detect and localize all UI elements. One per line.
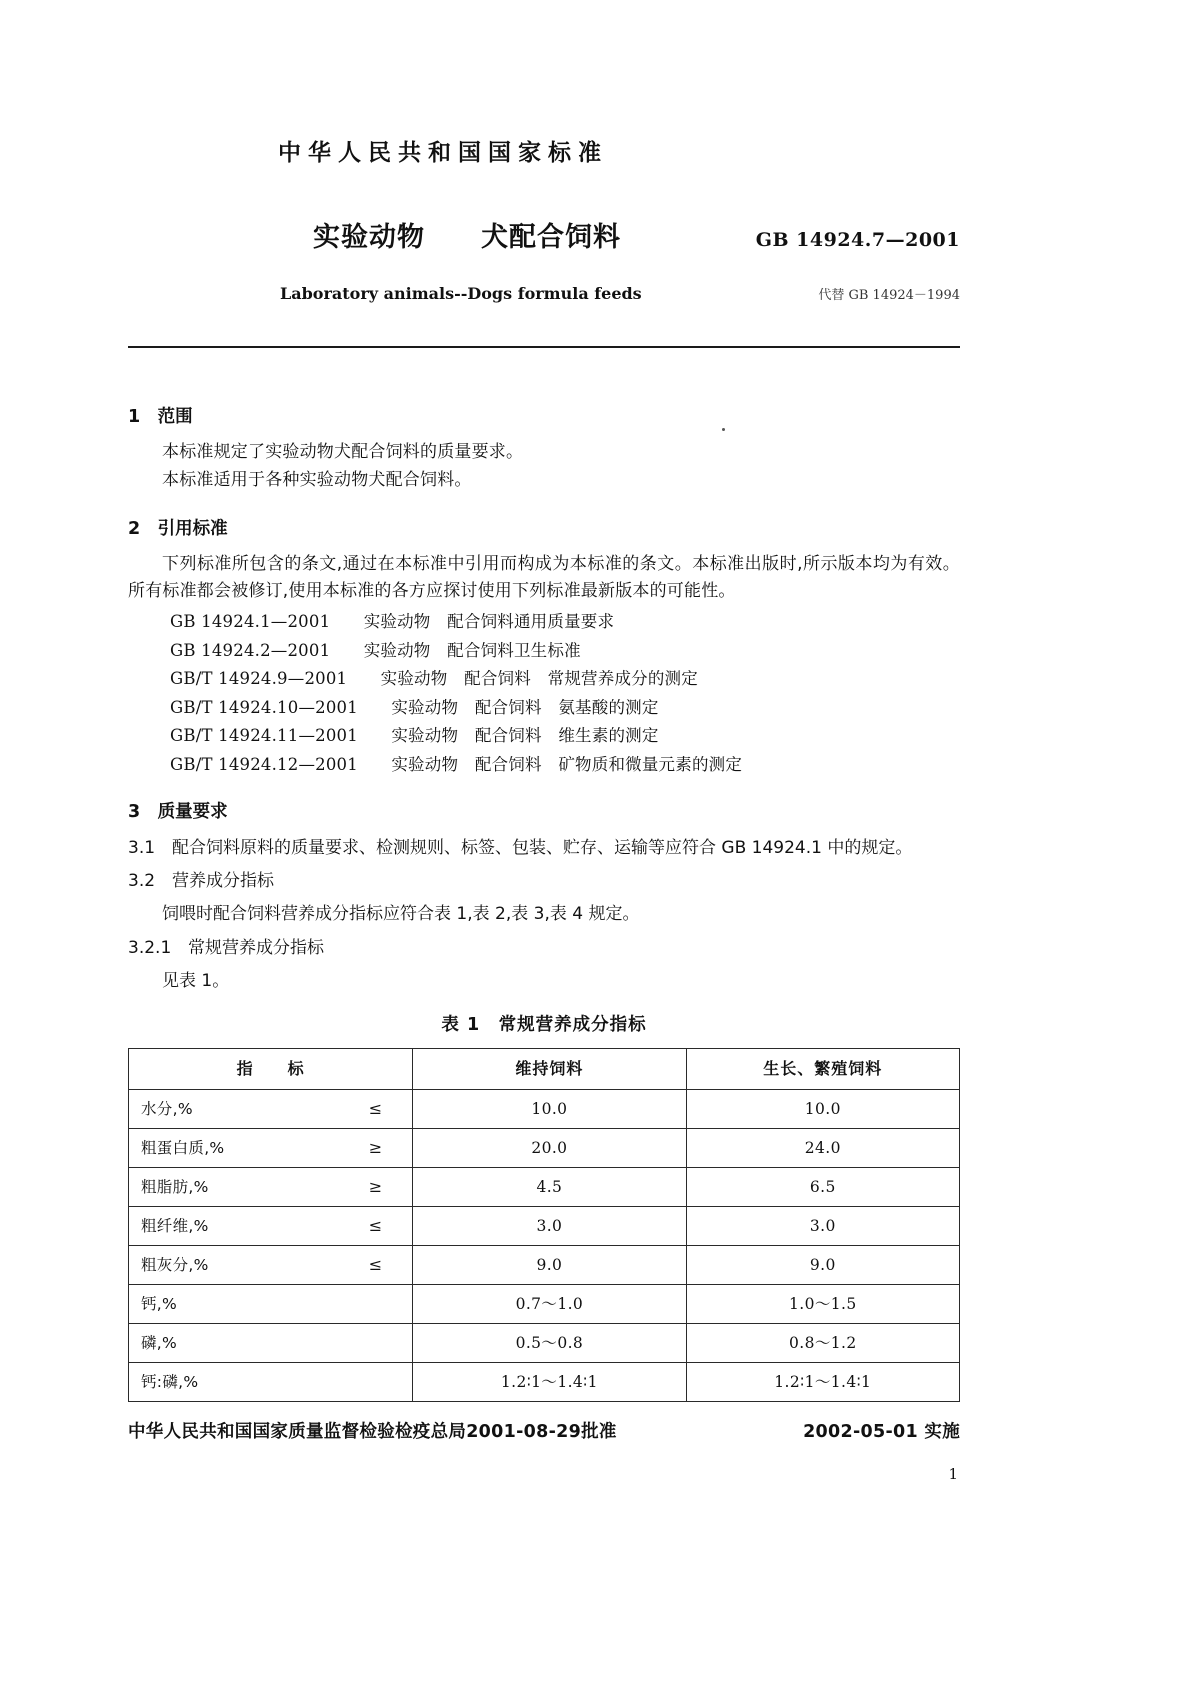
cell-indicator [129,1090,413,1129]
document-header [128,0,960,348]
header-divider [128,346,960,348]
clause-3-2-text: 营养成分指标 [172,870,274,891]
cell-indicator [129,1207,413,1246]
clause-3-1 [128,835,960,861]
cell-growth: 9.0 [686,1246,959,1285]
cell-indicator [129,1246,413,1285]
indicator-name: 粗纤维,% [141,1217,209,1236]
indicator-operator: ≤ [368,1215,383,1235]
table-row [129,1129,960,1168]
table-row [129,1363,960,1402]
clause-3-2-1-text: 常规营养成分指标 [188,937,324,958]
column-header-indicator: 指 标 [129,1049,413,1090]
document-body [128,404,960,1402]
reference-item [128,723,960,749]
cell-growth: 24.0 [686,1129,959,1168]
column-header-growth: 生长、繁殖饲料 [686,1049,959,1090]
english-subtitle: Laboratory animals--Dogs formula feeds [280,284,642,303]
cell-indicator [129,1168,413,1207]
section-1-paragraph-1: 本标准规定了实验动物犬配合饲料的质量要求。 [162,442,524,463]
cell-maintenance: 3.0 [413,1207,686,1246]
clause-3-2-1-paragraph: 见表 1。 [162,970,230,991]
indicator-name: 水分,% [141,1100,193,1119]
indicator-name: 粗灰分,% [141,1256,209,1275]
cell-indicator [129,1129,413,1168]
clause-3-2-number: 3.2 [128,870,156,891]
reference-title: 实验动物 配合饲料卫生标准 [363,640,581,660]
table-header-row [129,1049,960,1090]
indicator-operator: ≥ [368,1137,383,1157]
approval-statement: 中华人民共和国国家质量监督检验检疫总局2001-08-29批准 [128,1422,617,1442]
section-2-heading: 2 引用标准 [128,518,228,539]
cell-maintenance: 0.5～0.8 [413,1324,686,1363]
cell-growth: 1.2∶1～1.4∶1 [686,1363,959,1402]
section-2-paragraph-1: 下列标准所包含的条文,通过在本标准中引用而构成为本标准的条文。本标准出版时,所示版本均为有效。所有标准都会被修订,使用本标准的各方应探讨使用下列标准最新版本的可能性。 [128,553,960,602]
reference-item [128,638,960,664]
indicator-name: 磷,% [141,1334,178,1353]
reference-code: GB/T 14924.11—2001 [170,726,358,746]
cell-maintenance: 1.2∶1～1.4∶1 [413,1363,686,1402]
table-row [129,1285,960,1324]
reference-title: 实验动物 配合饲料 氨基酸的测定 [391,697,659,717]
reference-code: GB 14924.1—2001 [170,612,331,631]
subtitle-row [128,284,960,303]
page-footer [128,1418,960,1483]
cell-maintenance: 4.5 [413,1168,686,1207]
implementation-date: 2002-05-01 实施 [803,1422,960,1442]
reference-item [128,752,960,778]
reference-code: GB 14924.2—2001 [170,640,331,660]
indicator-name: 钙,% [141,1295,178,1314]
reference-title: 实验动物 配合饲料 维生素的测定 [391,726,659,746]
reference-item [128,609,960,635]
national-standard-label: 中华人民共和国国家标准 [278,140,608,166]
page-number: 1 [948,1465,958,1483]
cell-indicator [129,1285,413,1324]
cell-indicator [129,1363,413,1402]
reference-title: 实验动物 配合饲料 常规营养成分的测定 [380,669,698,689]
standard-number: GB 14924.7—2001 [755,229,960,251]
indicator-operator: ≥ [368,1176,383,1196]
reference-code: GB/T 14924.9—2001 [170,669,348,689]
cell-growth: 0.8～1.2 [686,1324,959,1363]
table-1-caption: 表 1 常规营养成分指标 [441,1015,647,1036]
replaces-standard: 代替 GB 14924－1994 [818,288,960,303]
page-title: 实验动物 犬配合饲料 [313,222,621,253]
indicator-operator: ≤ [368,1254,383,1274]
section-3-heading: 3 质量要求 [128,802,228,823]
reference-item [128,695,960,721]
table-row [129,1090,960,1129]
clause-3-1-text: 配合饲料原料的质量要求、检测规则、标签、包装、贮存、运输等应符合 GB 14924.1 中的规定。 [172,837,913,858]
clause-3-2-1 [128,935,960,961]
cell-maintenance: 9.0 [413,1246,686,1285]
cell-maintenance: 0.7～1.0 [413,1285,686,1324]
indicator-name: 粗脂肪,% [141,1178,209,1197]
footer-row [128,1418,960,1443]
scan-artifact-dot [722,428,725,431]
page-content [128,0,960,1402]
indicator-name: 粗蛋白质,% [141,1139,225,1158]
table-row [129,1168,960,1207]
reference-title: 实验动物 配合饲料 矿物质和微量元素的测定 [391,754,743,774]
cell-indicator [129,1324,413,1363]
table-row [129,1324,960,1363]
clause-3-2-paragraph: 饲喂时配合饲料营养成分指标应符合表 1,表 2,表 3,表 4 规定。 [162,904,640,925]
cell-growth: 3.0 [686,1207,959,1246]
table-1-nutrition-indicators [128,1048,960,1402]
cell-maintenance: 20.0 [413,1129,686,1168]
reference-code: GB/T 14924.10—2001 [170,697,358,717]
section-1-paragraph-2: 本标准适用于各种实验动物犬配合饲料。 [162,470,472,491]
cell-growth: 6.5 [686,1168,959,1207]
column-header-maintenance: 维持饲料 [413,1049,686,1090]
reference-item [128,666,960,692]
indicator-name: 钙:磷,% [141,1373,199,1392]
section-1-heading: 1 范围 [128,407,193,427]
cell-growth: 10.0 [686,1090,959,1129]
indicator-operator: ≤ [368,1098,383,1118]
reference-code: GB/T 14924.12—2001 [170,754,358,774]
title-row [128,215,960,254]
cell-maintenance: 10.0 [413,1090,686,1129]
cell-growth: 1.0～1.5 [686,1285,959,1324]
reference-title: 实验动物 配合饲料通用质量要求 [363,612,615,631]
clause-3-1-number: 3.1 [128,837,156,858]
table-row [129,1246,960,1285]
table-row [129,1207,960,1246]
clause-3-2-1-number: 3.2.1 [128,937,172,958]
clause-3-2 [128,868,960,894]
